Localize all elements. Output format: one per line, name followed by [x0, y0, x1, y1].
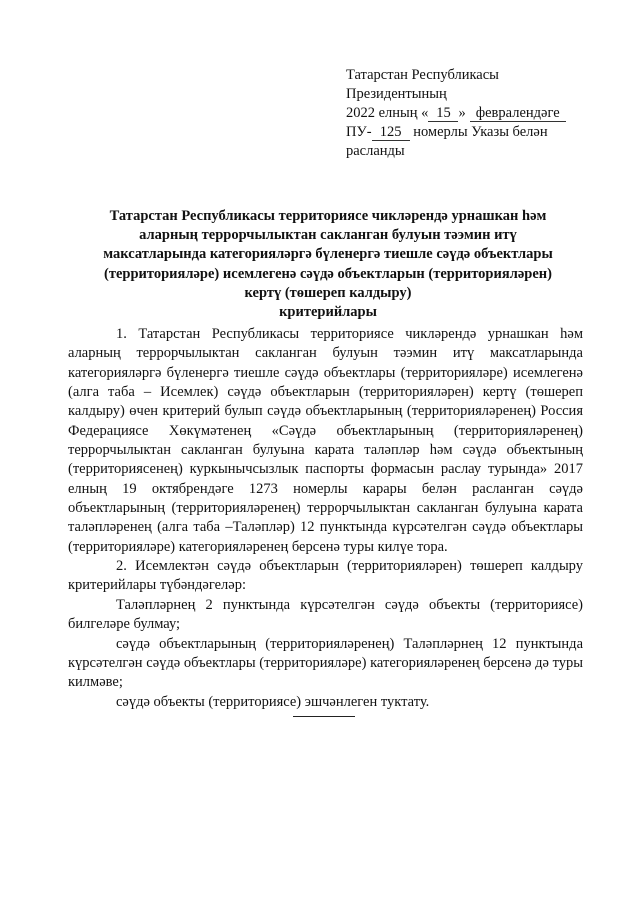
approval-decree-number: 125 [372, 125, 410, 141]
title-line: максатларында категорияләргә бүленергә тиешле сәүдә объектлары [103, 246, 553, 263]
approval-line-1: Татарстан Республикасы [346, 67, 499, 83]
title-line: Татарстан Республикасы территориясе чикләрендә урнашкан һәм [109, 208, 547, 224]
title-line: критерийлары [279, 304, 377, 321]
approval-date-line [346, 104, 596, 123]
approval-day: 15 [428, 106, 458, 122]
approval-stamp [346, 66, 596, 161]
approval-line-2: Президентының [346, 86, 447, 102]
approval-decree-prefix: ПУ- [346, 124, 372, 140]
paragraph-1: 1. Татарстан Республикасы территориясе чикләрендә урнашкан һәм аларның террорчылыктан сакланган булуын тәэмин итү максатларында категорияләргә бүленергә тиешле сәүдә объектлары (территорияләре) исемлегенә (алга таба – Исемлек) сәүдә объектларын (территорияләрен) кертү (төшереп калдыру) өчен критерий булып сәүдә объектларының (территорияләренең) Россия Федерациясе Хөкүмәтенең «Сәүдә объектларының (территорияләренең) террорчылыктан сакланган булуына карата таләпләр һәм сәүдә объектының (территориясенең) куркынычсызлык паспорты формасын раслау турында» 2017 елның 19 октябрендәге 1273 номерлы карары белән расланган сәүдә объектларының (территорияләренең) террорчылыктан сакланган булуына карата таләпләренең (алга таба –Таләпләр) 12 пунктында күрсәтелгән сәүдә объектлары (территорияләре) категорияләренең берсенә туры килүе тора. [68, 326, 583, 555]
approval-decree-suffix: номерлы Указы белән [413, 124, 548, 140]
approval-line-5: расланды [346, 143, 405, 159]
approval-decree-line [346, 123, 596, 142]
title-line: аларның террорчылыктан сакланган булуын тәэмин итү [139, 227, 517, 244]
approval-date-prefix: 2022 елның « [346, 105, 429, 121]
document-body [68, 325, 583, 712]
approval-date-quote: » [458, 105, 466, 121]
title-line: (территорияләре) исемлегенә сәүдә объектларын (территорияләрен) [104, 265, 552, 282]
paragraph-2: 2. Исемлектән сәүдә объектларын (территорияләрен) төшереп калдыру критерийлары түбәндәгеләр: [68, 558, 583, 594]
approval-month: февралендәге [470, 106, 566, 122]
paragraph-5: сәүдә объекты (территориясе) эшчәнлеген туктату. [116, 693, 430, 710]
paragraph-4: сәүдә объектларының (территорияләренең) Таләпләрнең 12 пунктында күрсәтелгән сәүдә объектлары (территорияләре) категорияләренең берсенә дә туры килмәве; [68, 635, 583, 691]
title-line: кертү (төшереп калдыру) [244, 284, 412, 301]
paragraph-3: Таләпләрнең 2 пунктында күрсәтелгән сәүдә объекты (территориясе) билгеләре булмау; [68, 596, 583, 633]
document-title [70, 207, 586, 322]
end-divider [293, 716, 355, 717]
